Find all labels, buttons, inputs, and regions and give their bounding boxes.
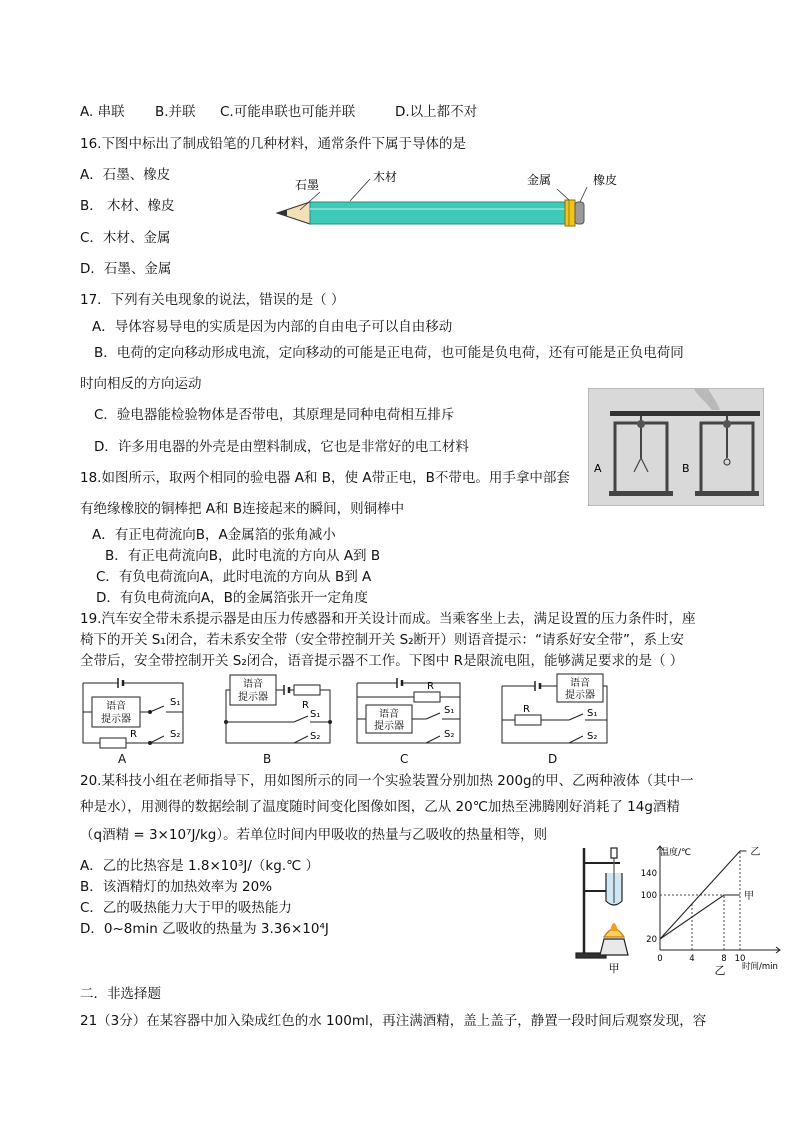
q16-stem: 16.下图中标出了制成铅笔的几种材料，通常条件下属于导体的是 <box>80 136 466 152</box>
q20-stem-line3: （q酒精 = 3×10⁷J/kg）。若单位时间内甲吸收的热量与乙吸收的热量相等，则 <box>80 827 548 843</box>
q15-option-b: B.并联 <box>155 104 196 120</box>
circuit-a <box>78 675 188 750</box>
circuit-b-caption: B <box>263 752 272 766</box>
q18-option-b: B．有正电荷流向B，此时电流的方向从 A到 B <box>105 548 381 564</box>
svg-text:R: R <box>427 681 434 692</box>
svg-text:S₂: S₂ <box>444 729 455 740</box>
series-label-0: 甲 <box>744 891 754 902</box>
x-tick-4: 4 <box>689 954 695 964</box>
q15-option-c: C.可能串联也可能并联 <box>220 104 356 120</box>
circuit-b <box>222 672 337 750</box>
svg-text:R: R <box>523 704 530 715</box>
x-tick-10: 10 <box>734 954 746 964</box>
graph-label: 乙 <box>714 964 726 977</box>
q20-option-d: D．0~8min 乙吸收的热量为 3.36×10⁴J <box>80 921 329 937</box>
q19-stem-line2: 椅下的开关 S₁闭合，若未系安全带（安全带控制开关 S₂断开）则语音提示：“请系好安全带”，系上安 <box>80 632 685 648</box>
q15-option-d: D.以上都不对 <box>395 104 478 120</box>
circuit-d <box>497 672 612 750</box>
label-metal: 金属 <box>527 173 552 187</box>
q20-option-a: A．乙的比热容是 1.8×10³J/（kg.℃ ） <box>80 858 320 874</box>
q17-option-c: C．验电器能检验物体是否带电，其原理是同种电荷相互排斥 <box>94 407 455 423</box>
x-tick-0: 0 <box>657 954 663 964</box>
q17-option-d: D．许多用电器的外壳是由塑料制成，它也是非常好的电工材料 <box>94 439 469 455</box>
q21-line1: 21（3分）在某容器中加入染成红色的水 100ml，再注满酒精，盖上盖子，静置一段时间后观察发现，容 <box>80 1013 707 1029</box>
electroscope-figure <box>588 388 764 506</box>
q17-option-b-line2: 时向相反的方向运动 <box>80 376 202 392</box>
series-label-1: 乙 <box>750 847 761 858</box>
svg-text:R: R <box>130 729 137 740</box>
section-2-title: 二．非选择题 <box>80 986 161 1002</box>
pencil-figure <box>265 165 625 235</box>
label-wood: 木材 <box>373 170 398 184</box>
svg-text:语音: 语音 <box>243 679 263 690</box>
label-rubber: 橡皮 <box>593 173 618 187</box>
circuit-a-caption: A <box>118 752 127 766</box>
svg-text:语音: 语音 <box>570 678 590 689</box>
q18-option-d: D．有负电荷流向A，B的金属箔张开一定角度 <box>96 590 368 606</box>
svg-text:提示器: 提示器 <box>238 692 268 703</box>
svg-text:S₁: S₁ <box>587 708 598 719</box>
pencil-ferrule <box>565 200 575 226</box>
circuit-d-caption: D <box>548 752 558 766</box>
svg-text:S₂: S₂ <box>310 731 321 742</box>
y-tick-20: 20 <box>646 935 657 945</box>
q16-option-d: D．石墨、金属 <box>80 261 172 277</box>
apparatus-label: 甲 <box>608 962 620 975</box>
q19-stem-line1: 19.汽车安全带未系提示器是由压力传感器和开关设计而成。当乘客坐上去，满足设置的压力条件时，座 <box>80 611 696 627</box>
q20-option-c: C．乙的吸热能力大于甲的吸热能力 <box>80 900 292 916</box>
q16-option-c: C．木材、金属 <box>80 230 171 246</box>
svg-text:S₁: S₁ <box>170 697 181 708</box>
pencil-eraser <box>575 202 584 224</box>
svg-text:提示器: 提示器 <box>374 721 404 732</box>
q16-option-b: B． 木材、橡皮 <box>80 198 175 214</box>
q20-stem-line1: 20.某科技小组在老师指导下，用如图所示的同一个实验装置分别加热 200g的甲、乙两种液体（其中一 <box>80 773 694 789</box>
q18-option-c: C．有负电荷流向A，此时电流的方向从 B到 A <box>96 569 372 585</box>
q17-option-a: A．导体容易导电的实质是因为内部的自由电子可以自由移动 <box>92 319 453 335</box>
temperature-time-chart <box>640 838 790 978</box>
svg-text:语音: 语音 <box>379 709 399 720</box>
circuit-c-caption: C <box>400 752 409 766</box>
q20-option-b: B．该酒精灯的加热效率为 20% <box>80 879 273 895</box>
svg-text:S₂: S₂ <box>170 729 181 740</box>
pencil-body <box>310 202 565 224</box>
svg-text:S₁: S₁ <box>310 709 321 720</box>
svg-text:提示器: 提示器 <box>101 714 131 725</box>
q20-stem-line2: 种是水），用测得的数据绘制了温度随时间变化图像如图，乙从 20℃加热至沸腾刚好消耗了 14g酒精 <box>80 799 680 815</box>
q17-stem: 17．下列有关电现象的说法，错误的是（ ） <box>80 292 345 308</box>
svg-text:S₁: S₁ <box>444 705 455 716</box>
q18-option-a: A．有正电荷流向B，A金属箔的张角减小 <box>92 527 336 543</box>
q17-option-b-line1: B．电荷的定向移动形成电流，定向移动的可能是正电荷，也可能是负电荷，还有可能是正负电荷同 <box>94 345 684 361</box>
q16-option-a: A．石墨、橡皮 <box>80 167 171 183</box>
y-tick-100: 100 <box>640 891 657 901</box>
circuit-c <box>352 675 467 750</box>
x-tick-8: 8 <box>721 954 727 964</box>
q15-option-a: A. 串联 <box>80 104 125 120</box>
svg-text:提示器: 提示器 <box>565 690 595 701</box>
copper-rod <box>610 411 760 416</box>
label-graphite: 石墨 <box>295 178 320 192</box>
series-line-0 <box>660 895 740 939</box>
electroscope-a-label: A <box>594 462 602 475</box>
q19-stem-line3: 全带后，安全带控制开关 S₂闭合，语音提示器不工作。下图中 R是限流电阻，能够满足要求的是（ ） <box>80 653 684 669</box>
q18-stem-line1: 18.如图所示，取两个相同的验电器 A和 B，使 A带正电，B不带电。用手拿中部套 <box>80 470 570 486</box>
x-axis-label: 时间/min <box>742 962 778 972</box>
y-axis-label: 温度/℃ <box>660 848 692 858</box>
q18-stem-line2: 有绝缘橡胶的铜棒把 A和 B连接起来的瞬间，则铜棒中 <box>80 501 405 517</box>
y-tick-140: 140 <box>640 869 657 879</box>
electroscope-b-label: B <box>682 462 690 475</box>
svg-text:S₂: S₂ <box>587 731 598 742</box>
svg-text:R: R <box>302 700 309 711</box>
svg-text:语音: 语音 <box>106 701 126 712</box>
